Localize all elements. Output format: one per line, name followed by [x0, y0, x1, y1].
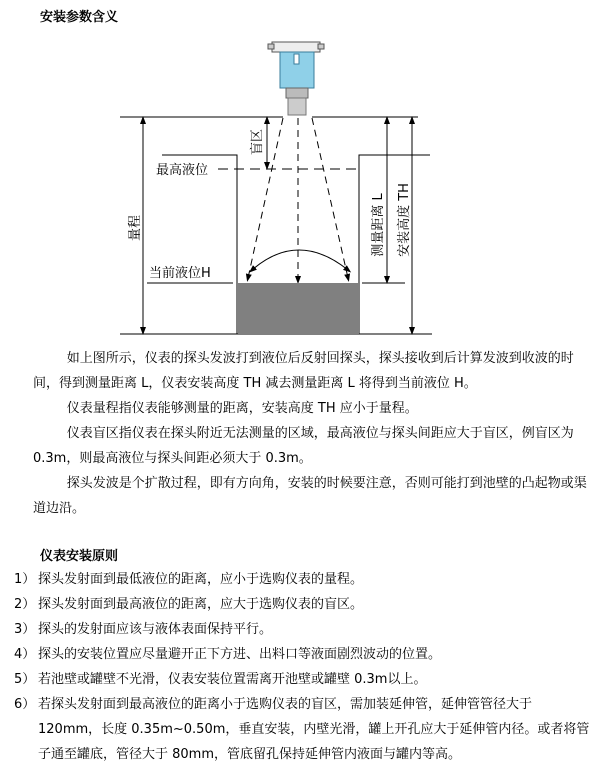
section-title-install-principles: 仪表安装原则: [40, 549, 119, 564]
paragraph: 如上图所示，仪表的探头发波打到液位后反射回探头，探头接收到后计算发波到收波的时间，得到测量距离 L，仪表安装高度 TH 减去测量距离 L 将得到当前液位 H。: [33, 351, 574, 391]
item-number: 3）: [14, 622, 36, 637]
item-number: 6）: [14, 697, 36, 712]
list-item: [14, 617, 594, 642]
item-text: 探头的安装位置应尽量避开正下方进、出料口等液面剧烈波动的位置。: [38, 647, 442, 662]
tank-wall-left: [162, 155, 237, 334]
installation-diagram: [0, 0, 600, 345]
item-number: 2）: [14, 597, 36, 612]
sensor-icon: [268, 42, 324, 115]
item-text: 探头发射面到最高液位的距离，应大于选购仪表的盲区。: [38, 597, 364, 612]
paragraph: 仪表盲区指仪表在探头附近无法测量的区域，最高液位与探头间距应大于盲区，例盲区为 0.3m，则最高液位与探头间距必须大于 0.3m。: [33, 426, 574, 466]
item-number: 4）: [14, 647, 36, 662]
label-max-level: 最高液位: [156, 163, 209, 178]
list-item: [14, 567, 594, 592]
label-blind-zone: 盲区: [250, 128, 265, 156]
label-range: 量程: [128, 214, 143, 242]
paragraph: 仪表量程指仪表能够测量的距离，安装高度 TH 应小于量程。: [66, 401, 418, 416]
liquid: [238, 283, 359, 334]
label-current-level: 当前液位H: [149, 266, 211, 281]
label-measured-distance: 测量距离 L: [371, 193, 386, 257]
principles-list: [14, 567, 594, 767]
explanation-paragraphs: [33, 346, 593, 521]
list-item: [14, 667, 594, 692]
list-item: [14, 642, 594, 667]
item-text: 探头发射面到最低液位的距离，应小于选购仪表的量程。: [38, 572, 364, 587]
label-install-height: 安装高度 TH: [397, 183, 412, 257]
item-text: 探头的发射面应该与液体表面保持平行。: [38, 622, 273, 637]
item-number: 5）: [14, 672, 36, 687]
item-text: 若探头发射面到最高液位的距离小于选购仪表的盲区，需加装延伸管，延伸管管径大于 120mm，长度 0.35m~0.50m，垂直安装，内壁光滑，罐上开孔应大于延伸管内径。或者将管子通至罐底，管径大于 80mm，管底留孔保持延伸管内液面与罐内等高。: [38, 697, 590, 762]
paragraph: 探头发波是个扩散过程，即有方向角，安装的时候要注意，否则可能打到池壁的凸起物或渠道边沿。: [33, 476, 587, 516]
item-text: 若池壁或罐壁不光滑，仪表安装位置需离开池壁或罐壁 0.3m以上。: [38, 672, 427, 687]
item-number: 1）: [14, 572, 36, 587]
list-item: [14, 692, 594, 767]
tank-wall-right: [359, 155, 430, 334]
list-item: [14, 592, 594, 617]
beam-right: [312, 118, 348, 278]
section-title-install-params: 安装参数含义: [40, 10, 119, 25]
beam-angle-arc: [252, 250, 348, 270]
